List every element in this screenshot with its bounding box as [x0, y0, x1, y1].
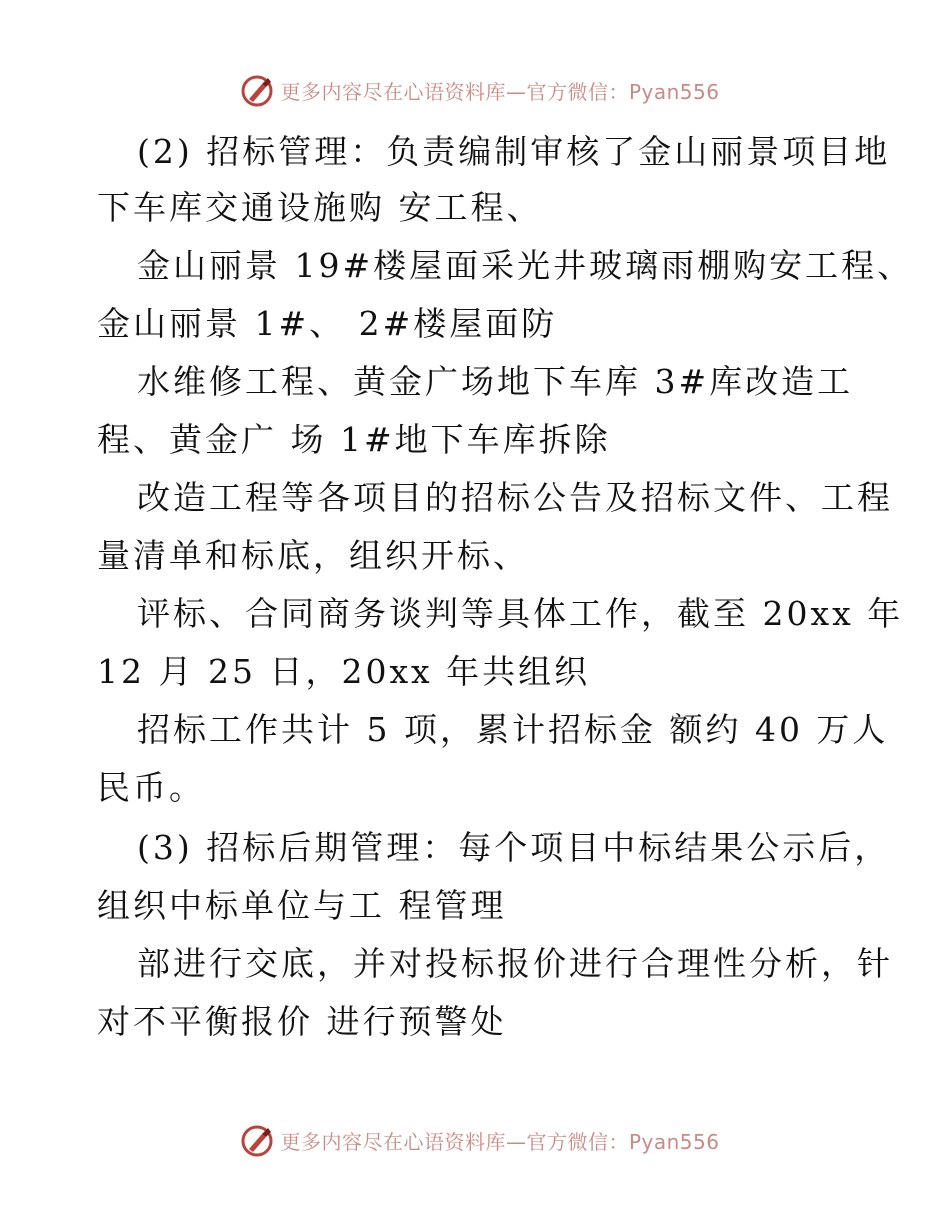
header-watermark	[0, 70, 950, 110]
text-line: 量清单和标底，组织开标、	[97, 536, 529, 575]
text-line: 民币。	[97, 768, 205, 807]
text-line: 程、黄金广 场 1#地下车库拆除	[97, 420, 611, 459]
watermark-text: 更多内容尽在心语资料库—官方微信：Pyan556	[280, 79, 720, 104]
text-line: 评标、合同商务谈判等具体工作，截至 20xx 年	[137, 594, 904, 633]
watermark-text: 更多内容尽在心语资料库—官方微信：Pyan556	[280, 1129, 720, 1154]
text-line: (2) 招标管理：负责编制审核了金山丽景项目地	[137, 132, 891, 171]
text-line: 改造工程等各项目的招标公告及招标文件、工程	[137, 478, 893, 517]
text-line: 水维修工程、黄金广场地下车库 3#库改造工	[137, 362, 854, 401]
text-line: 招标工作共计 5 项，累计招标金 额约 40 万人	[137, 710, 889, 749]
text-line: 12 月 25 日，20xx 年共组织	[97, 652, 591, 691]
pen-logo-icon	[240, 73, 274, 107]
pen-logo-icon	[240, 1123, 274, 1157]
text-line: 组织中标单位与工 程管理	[97, 886, 507, 925]
text-line: 金山丽景 19#楼屋面采光井玻璃雨棚购安工程、	[137, 246, 914, 285]
text-line: 下车库交通设施购 安工程、	[97, 188, 543, 227]
text-line: 部进行交底，并对投标报价进行合理性分析，针	[137, 944, 893, 983]
footer-watermark	[0, 1120, 950, 1160]
text-line: (3) 招标后期管理：每个项目中标结果公示后，	[137, 828, 891, 867]
text-line: 对不平衡报价 进行预警处	[97, 1002, 507, 1041]
text-line: 金山丽景 1#、 2#楼屋面防	[97, 304, 558, 343]
